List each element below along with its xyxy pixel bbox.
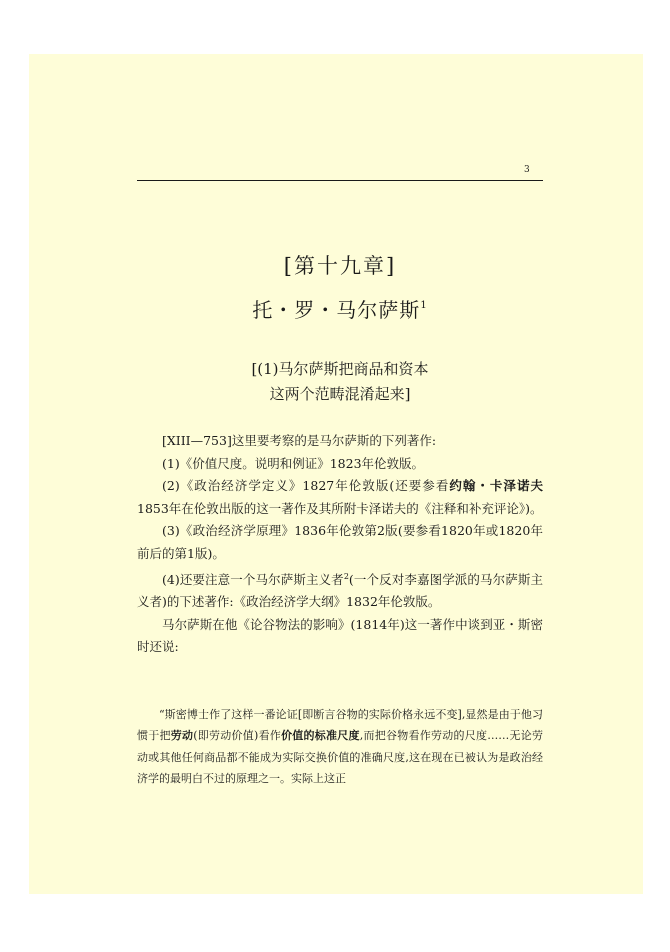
quote-text-a: “斯密博士作了这样一番论证[即断言谷物的实际价格永远不变],显然是由于他习惯于把 [137, 708, 543, 743]
quote-emphasis-labour: 劳动 [170, 729, 194, 743]
paragraph-intro: [XIII—753]这里要考察的是马尔萨斯的下列著作: [162, 433, 437, 448]
header-rule [137, 180, 543, 181]
quote-text-d: ,而把谷物看作劳动的尺度……无论劳动或其他任何商品都不能成为实际交换价值的准确尺度,这在现在已被认为是政治经济学的最明白不过的原理之一。实际上这正 [137, 729, 544, 785]
footnote-marker-2[interactable]: 2 [343, 571, 349, 581]
paragraph-work-2 [137, 475, 543, 520]
chapter-title: [第十九章] [283, 254, 397, 278]
paragraph-work-4 [137, 566, 543, 614]
paragraph-work-4-text-b: (一个反对李嘉图学派的马尔萨斯主义者)的下述著作:《政治经济学大纲》1832年伦敦版。 [137, 571, 543, 610]
paragraph-work-1: (1)《价值尺度。说明和例证》1823年伦敦版。 [162, 455, 425, 471]
quote-emphasis-standard-measure: 价值的标准尺度 [281, 729, 360, 743]
body-text [137, 430, 543, 659]
paragraph-work-2-text-b: 1853年在伦敦出版的这一著作及其所附卡泽诺夫的《注释和补充评论》)。 [137, 500, 543, 516]
chapter-subtitle-text: 托・罗・马尔萨斯 [252, 298, 421, 322]
paragraph-work-4-text-a: (4)还要注意一个马尔萨斯主义者 [162, 571, 344, 587]
paragraph-corn-laws: 马尔萨斯在他《论谷物法的影响》(1814年)这一著作中谈到亚・斯密时还说: [137, 616, 543, 655]
section-heading-line-2: 这两个范畴混淆起来] [269, 385, 411, 403]
author-cazenove: 约翰・卡泽诺夫 [449, 478, 543, 494]
page-number: 3 [524, 165, 530, 175]
quote-text-c: (即劳动价值)看作 [193, 729, 282, 743]
paragraph-work-3: (3)《政治经济学原理》1836年伦敦第2版(要参看1820年或1820年前后的第1版)。 [137, 523, 543, 561]
quotation-block [137, 704, 543, 789]
chapter-subtitle [137, 294, 543, 323]
paragraph-work-2-text-a: (2)《政治经济学定义》1827年伦敦版(还要参看 [162, 478, 450, 494]
section-heading-line-1: [(1)马尔萨斯把商品和资本 [251, 360, 429, 378]
quotation-paragraph [137, 704, 543, 789]
footnote-marker-1[interactable]: 1 [420, 300, 428, 311]
section-heading [137, 357, 543, 407]
